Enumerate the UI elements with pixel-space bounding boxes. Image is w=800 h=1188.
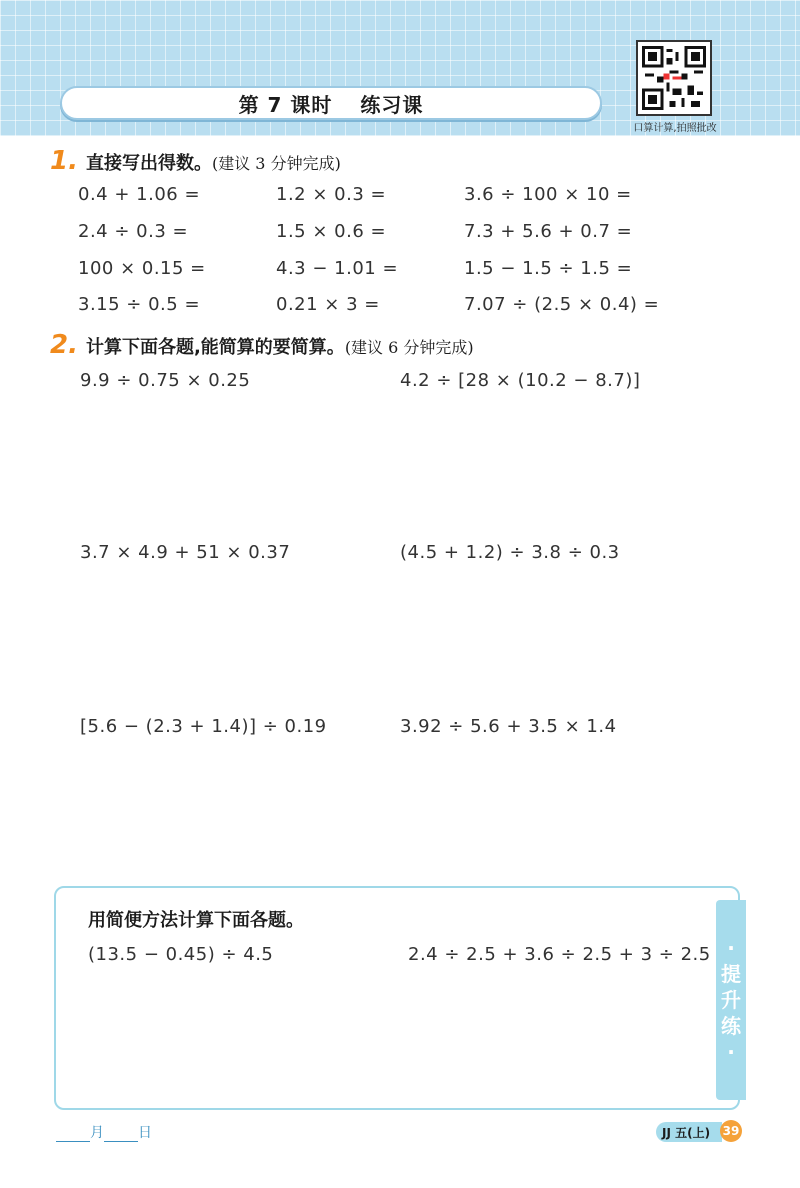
calc-problem: [5.6 − (2.3 + 1.4)] ÷ 0.19 bbox=[80, 716, 327, 737]
section1-number: 1. bbox=[50, 146, 78, 176]
day-blank[interactable] bbox=[104, 1128, 138, 1142]
boost-title: 用简便方法计算下面各题。 bbox=[88, 910, 304, 931]
boost-problem: (13.5 − 0.45) ÷ 4.5 bbox=[88, 944, 274, 965]
lesson-title-bar bbox=[60, 86, 602, 120]
mental-calc-item: 0.4 + 1.06 = bbox=[78, 184, 201, 205]
section1-note: (建议 3 分钟完成) bbox=[211, 154, 341, 173]
section1-heading bbox=[50, 146, 341, 176]
section2-number: 2. bbox=[50, 330, 78, 360]
section2-note: (建议 6 分钟完成) bbox=[344, 338, 474, 357]
mental-calc-item: 1.5 × 0.6 = bbox=[276, 221, 387, 242]
tab-char: 练 bbox=[721, 1014, 741, 1038]
tab-char: 提 bbox=[721, 962, 741, 986]
lesson-number: 第 7 课时 bbox=[238, 92, 333, 117]
lesson-title: 练习课 bbox=[360, 92, 424, 117]
month-blank[interactable] bbox=[56, 1128, 90, 1142]
mental-calc-item: 2.4 ÷ 0.3 = bbox=[78, 221, 189, 242]
mental-calc-item: 3.15 ÷ 0.5 = bbox=[78, 294, 201, 315]
mental-calc-item: 3.6 ÷ 100 × 10 = bbox=[464, 184, 632, 205]
date-fill-line[interactable] bbox=[56, 1122, 152, 1142]
calc-problem: 3.7 × 4.9 + 51 × 0.37 bbox=[80, 542, 291, 563]
mental-calc-item: 1.5 − 1.5 ÷ 1.5 = bbox=[464, 258, 633, 279]
section2-title: 计算下面各题,能简算的要简算。 bbox=[85, 337, 345, 358]
mental-calc-item: 100 × 0.15 = bbox=[78, 258, 206, 279]
day-label: 日 bbox=[138, 1125, 152, 1141]
grade-badge: JJ 五(上) bbox=[656, 1122, 722, 1142]
boost-practice-tab bbox=[716, 900, 746, 1100]
calc-problem: 3.92 ÷ 5.6 + 3.5 × 1.4 bbox=[400, 716, 617, 737]
page-number: 39 bbox=[720, 1120, 742, 1142]
calc-problem: 9.9 ÷ 0.75 × 0.25 bbox=[80, 370, 251, 391]
boost-problem: 2.4 ÷ 2.5 + 3.6 ÷ 2.5 + 3 ÷ 2.5 bbox=[408, 944, 711, 965]
mental-calc-item: 1.2 × 0.3 = bbox=[276, 184, 387, 205]
tab-dot: · bbox=[727, 1040, 735, 1064]
section1-title: 直接写出得数。 bbox=[85, 153, 212, 174]
calc-problem: 4.2 ÷ [28 × (10.2 − 8.7)] bbox=[400, 370, 641, 391]
mental-calc-item: 4.3 − 1.01 = bbox=[276, 258, 399, 279]
qr-code-icon[interactable] bbox=[636, 40, 712, 116]
mental-calc-item: 0.21 × 3 = bbox=[276, 294, 380, 315]
mental-calc-item: 7.07 ÷ (2.5 × 0.4) = bbox=[464, 294, 660, 315]
section2-heading bbox=[50, 330, 474, 360]
tab-dot: · bbox=[727, 936, 735, 960]
tab-char: 升 bbox=[721, 988, 741, 1012]
qr-caption: 口算计算,拍照批改 bbox=[633, 123, 717, 134]
mental-calc-item: 7.3 + 5.6 + 0.7 = bbox=[464, 221, 633, 242]
calc-problem: (4.5 + 1.2) ÷ 3.8 ÷ 0.3 bbox=[400, 542, 620, 563]
month-label: 月 bbox=[90, 1125, 104, 1141]
